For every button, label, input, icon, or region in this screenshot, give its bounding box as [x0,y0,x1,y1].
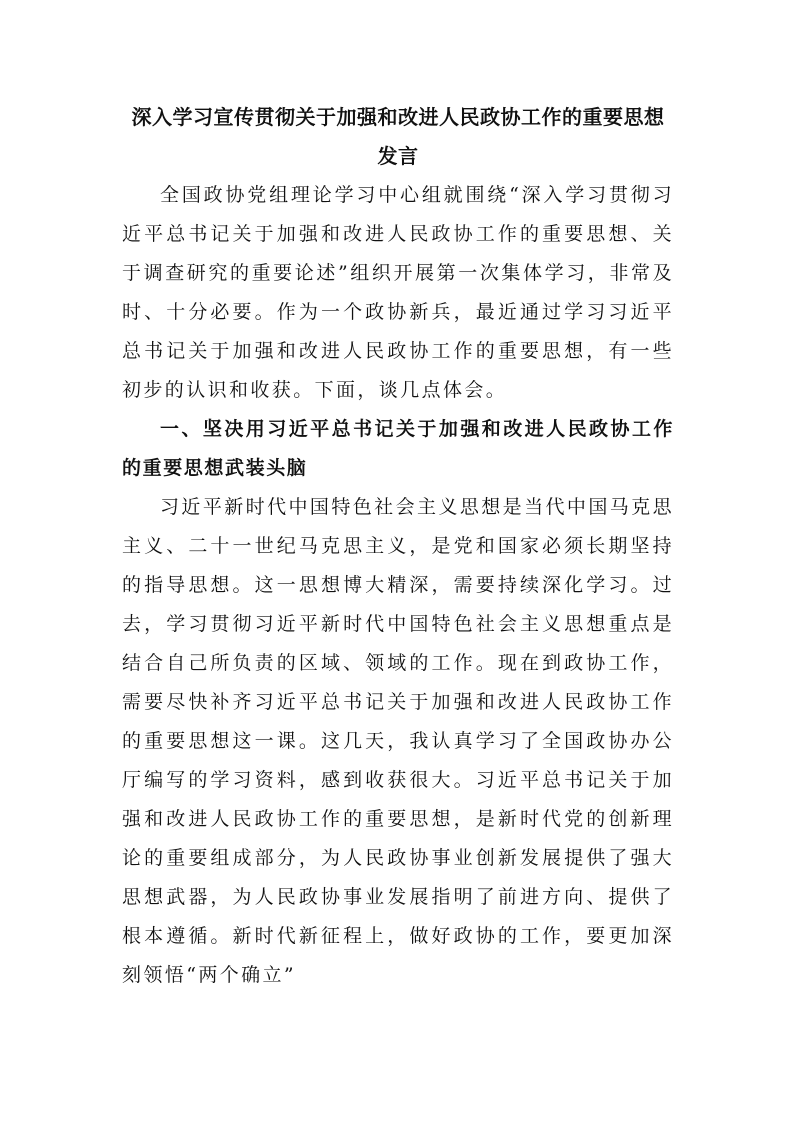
section-1-paragraph: 习近平新时代中国特色社会主义思想是当代中国马克思主义、二十一世纪马克思主义，是党和国家必须长期坚持的指导思想。这一思想博大精深，需要持续深化学习。过去，学习贯彻习近平新时代中国特色社会主义思想重点是结合自己所负责的区域、领域的工作。现在到政协工作，需要尽快补齐习近平总书记关于加强和改进人民政协工作的重要思想这一课。这几天，我认真学习了全国政协办公厅编写的学习资料，感到收获很大。习近平总书记关于加强和改进人民政协工作的重要思想，是新时代党的创新理论的重要组成部分，为人民政协事业创新发展提供了强大思想武器，为人民政协事业发展指明了前进方向、提供了根本遵循。新时代新征程上，做好政协的工作，要更加深刻领悟“两个确立” [122,496,674,986]
intro-paragraph: 全国政协党组理论学习中心组就围绕“深入学习贯彻习近平总书记关于加强和改进人民政协工作的重要思想、关于调查研究的重要论述”组织开展第一次集体学习，非常及时、十分必要。作为一个政协新兵，最近通过学习习近平总书记关于加强和改进人民政协工作的重要思想，有一些初步的认识和收获。下面，谈几点体会。 [122,184,674,401]
section-heading-1: 一、坚决用习近平总书记关于加强和改进人民政协工作的重要思想武装头脑 [122,418,674,479]
document-title: 深入学习宣传贯彻关于加强和改进人民政协工作的重要思想发言 [131,105,665,168]
document-body [122,98,674,995]
